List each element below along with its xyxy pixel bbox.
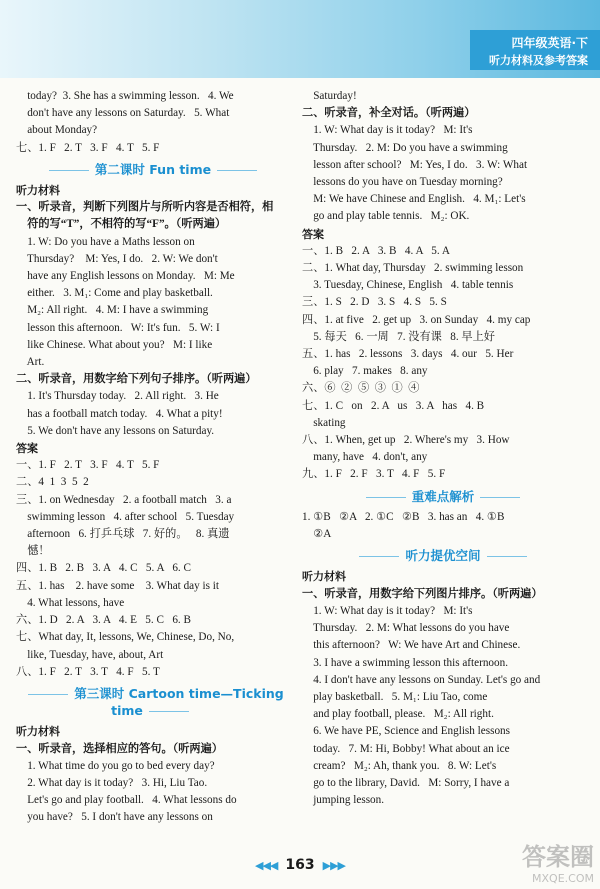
text-line: 1. It's Thursday today. 2. All right. 3. He [16,390,219,403]
text-line: Thursday. 2. M: Do you have a swimming [302,141,508,154]
text-line: have any English lessons on Monday. M: Me [16,270,235,283]
text-line: 3. Tuesday, Chinese, English 4. table tennis [302,279,514,292]
text-line: 2. What day is it today? 3. Hi, Liu Tao. [16,776,208,789]
text-line: 六、1. D 2. A 3. A 4. E 5. C 6. B [16,614,191,627]
text-line: 七、1. F 2. T 3. F 4. T 5. F [16,141,160,154]
text-line: today? 3. She has a swimming lesson. 4. We [16,90,234,102]
subsection-label: 听力材料 [16,725,60,739]
watermark-logo: 答案圈 MXQE.COM [522,843,594,885]
subsection-label: 答案 [16,442,38,456]
text-line: 1. What time do you go to bed every day? [16,759,215,772]
text-line: 三、1. on Wednesday 2. a football match 3. a [16,493,232,506]
text-line: like Chinese. What about you? M: I like [16,338,213,351]
text-line: 三、1. S 2. D 3. S 4. S 5. S [302,296,447,309]
text-line: Thursday? M: Yes, I do. 2. W: We don't [16,252,218,265]
text-line: 4. I don't have any lessons on Sunday. Let's go and [302,673,541,686]
text-line: 一、听录音，判断下列图片与所听内容是否相符，相 [16,201,274,214]
text-line: either. 3. M₁: Come and play basketball. [16,287,213,300]
text-line: cream? M₂: Ah, thank you. 8. W: Let's [302,759,497,772]
text-line: M: We have Chinese and English. 4. M₁: Let's [302,193,526,206]
text-line: afternoon 6. 打乒乓球 7. 好的。 8. 真遗 [16,528,230,541]
text-line: 九、1. F 2. F 3. T 4. F 5. F [302,468,446,481]
header-section-title: 听力材料及参考答案 [489,54,588,67]
text-line: don't have any lessons on Saturday. 5. What [16,107,230,120]
text-line: 憾！ [16,545,50,558]
text-line: play basketball. 5. M₁: Liu Tao, come [302,690,488,703]
section-heading: 第三课时 Cartoon time—Ticking time [16,685,290,719]
text-line: 一、1. F 2. T 3. F 4. T 5. F [16,459,160,472]
text-line: this afternoon? W: We have Art and Chinese. [302,639,521,652]
text-line: skating [302,416,346,429]
text-line: 七、1. C on 2. A us 3. A has 4. B [302,399,485,412]
text-line: 3. I have a swimming lesson this afternoon. [302,656,509,669]
text-line: about Monday? [16,124,98,137]
text-line: 二、4 1 3 5 2 [16,476,89,489]
text-line: go and play table tennis. M₂: OK. [302,210,470,223]
text-line: 四、1. B 2. B 3. A 4. C 5. A 6. C [16,562,191,575]
page-footer [0,856,600,880]
text-line: 八、1. F 2. T 3. T 4. F 5. T [16,665,160,678]
text-line: lesson after school? M: Yes, I do. 3. W: What [302,158,528,171]
text-line: ②A [302,528,332,541]
text-line: jumping lesson. [302,794,385,807]
subsection-label: 答案 [302,227,324,241]
text-line: M₂: All right. 4. M: I have a swimming [16,304,209,317]
text-line: 五、1. has 2. lessons 3. days 4. our 5. Her [302,348,514,361]
text-line: you have? 5. I don't have any lessons on [16,811,213,824]
section-heading: 听力提优空间 [302,547,584,564]
page-number: 163 [285,857,315,873]
text-line: 符的写“T”，不相符的写“F”。（听两遍） [16,218,227,231]
text-line: 四、1. at five 2. get up 3. on Sunday 4. my cap [302,313,531,326]
text-line: 1. W: What day is it today? M: It's [302,604,473,617]
left-arrows-icon: ◀◀◀ [254,860,278,872]
right-arrows-icon: ▶▶▶ [322,860,345,872]
text-line: 六、⑥ ② ⑤ ③ ① ④ [302,382,420,395]
subsection-label: 听力材料 [302,570,346,584]
text-line: 二、听录音，用数字给下列句子排序。（听两遍） [16,373,257,386]
text-line: 1. ①B ②A 2. ①C ②B 3. has an 4. ①B [302,510,505,523]
right-column [302,88,584,809]
text-line: 一、1. B 2. A 3. B 4. A 5. A [302,244,450,257]
text-line: and play football, please. M₂: All right. [302,708,494,721]
text-line: 1. W: Do you have a Maths lesson on [16,235,195,248]
text-line: 七、What day, It, lessons, We, Chinese, Do, No, [16,631,235,644]
text-line: 二、1. What day, Thursday 2. swimming lesson [302,262,524,275]
text-line: has a football match today. 4. What a pity! [16,407,223,420]
subsection-label: 听力材料 [16,184,60,198]
section-heading: 重难点解析 [302,488,584,505]
text-line: 一、听录音，选择相应的答句。（听两遍） [16,742,223,755]
text-line: go to the library, David. M: Sorry, I have a [302,776,510,789]
text-line: like, Tuesday, have, about, Art [16,648,164,661]
text-line: 一、听录音，用数字给下列图片排序。（听两遍） [302,587,543,600]
section-heading: 第二课时 Fun time [16,161,290,178]
text-line: 6. We have PE, Science and English lessons [302,725,510,738]
text-line: 4. What lessons, have [16,596,125,609]
text-line: many, have 4. don't, any [302,451,428,464]
text-line: 八、1. When, get up 2. Where's my 3. How [302,434,510,447]
text-line: 五、1. has 2. have some 3. What day is it [16,579,220,592]
text-line: 6. play 7. makes 8. any [302,365,428,378]
text-line: 5. We don't have any lessons on Saturday. [16,424,215,437]
text-line: Art. [16,356,45,369]
text-line: Saturday! [302,90,357,102]
header-book-title: 四年级英语·下 [511,36,588,50]
text-line: swimming lesson 4. after school 5. Tuesday [16,510,235,523]
text-line: 1. W: What day is it today? M: It's [302,124,473,137]
text-line: lessons do you have on Tuesday morning? [302,176,503,189]
text-line: lesson this afternoon. W: It's fun. 5. W: I [16,321,220,334]
left-column [16,88,290,827]
text-line: 5. 每天 6. 一周 7. 没有课 8. 早上好 [302,330,495,343]
text-line: 二、听录音，补全对话。（听两遍） [302,107,476,120]
text-line: today. 7. M: Hi, Bobby! What about an ice [302,742,510,755]
text-line: Thursday. 2. M: What lessons do you have [302,622,510,635]
text-line: Let's go and play football. 4. What lessons do [16,794,237,807]
